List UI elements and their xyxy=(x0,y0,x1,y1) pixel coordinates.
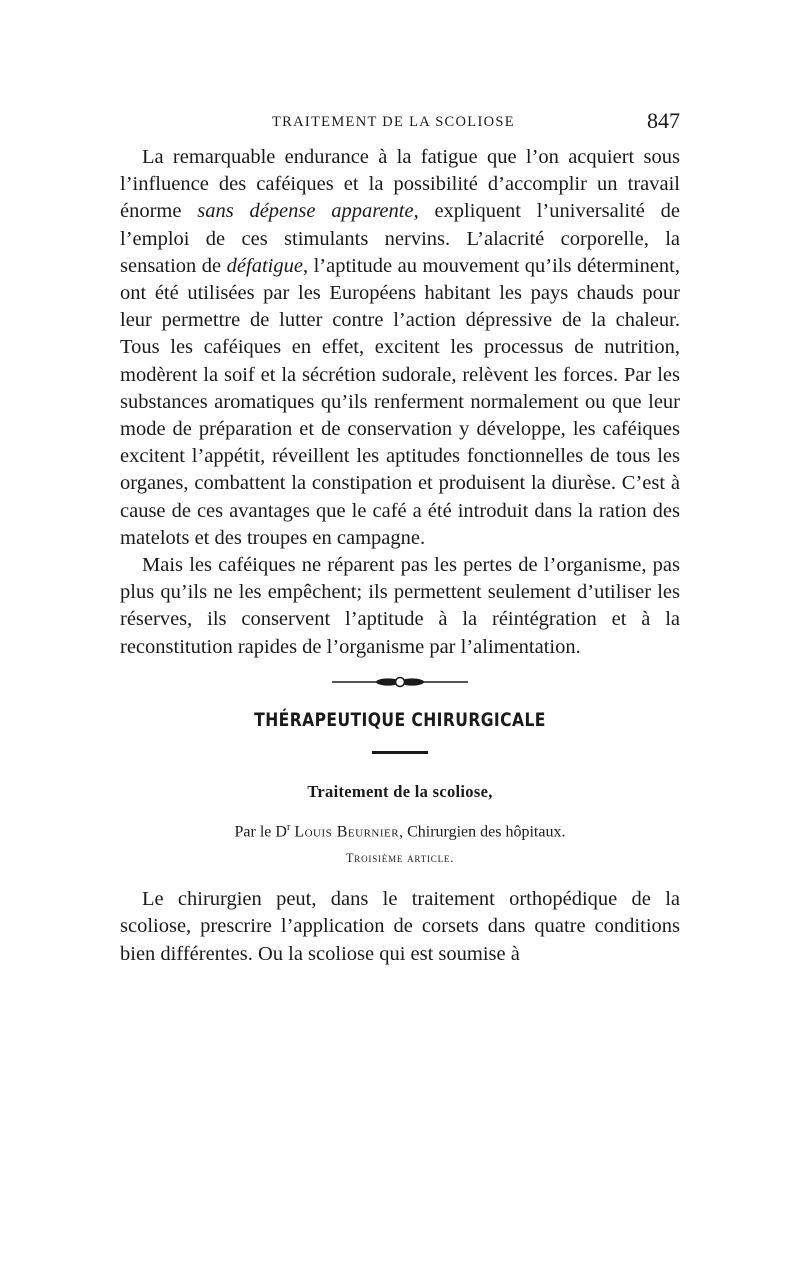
page-number: 847 xyxy=(647,108,680,133)
byline-prefix: Par le D xyxy=(234,823,287,841)
article-title: Traitement de la scoliose, xyxy=(307,781,493,801)
paragraph-cafeiques-endurance xyxy=(120,144,680,552)
running-head xyxy=(120,108,680,144)
byline-suffix: , Chirurgien des hôpitaux. xyxy=(399,823,566,841)
running-title: TRAITEMENT DE LA SCOLIOSE xyxy=(272,114,515,130)
byline xyxy=(120,822,680,841)
para1-text-b: , expliquent l’universalité de l’emploi de ces stimulants nervins. L’alacrité corporelle, la sensation de xyxy=(120,200,680,277)
byline-superscript: r xyxy=(286,821,291,833)
article-label: Troisième article. xyxy=(345,851,455,866)
paragraph-cafeiques-reserves: Mais les caféiques ne réparent pas les pertes de l’organisme, pas plus qu’ils ne les empêchent; ils permettent seulement d’utiliser les réserves, ils conservent l’aptitude à la réintégration et à la reconstitution rapides de l’organisme par l’alimentation. xyxy=(120,554,680,658)
para1-text-a: La remarquable endurance à la fatigue que l’on acquiert sous l’influence des caféiques et la possibilité d’accomplir un travail énorme xyxy=(120,146,680,223)
para1-text-c: , l’aptitude au mouvement qu’ils déterminent, ont été utilisées par les Européens habitant les pays chauds pour leur permettre de lutter contre l’action dépressive de la chaleur. Tous les caféiques en effet, excitent les processus de nutrition, modèrent la soif et la sécrétion sudorale, relèvent les forces. Par les substances aromatiques qu’ils renferment normalement ou que leur mode de préparation et de conservation y développe, les caféiques excitent l’appétit, réveillent les aptitudes fonctionnelles de tous les organes, combattent la constipation et produisent la diurèse. C’est à cause de ces avantages que le café a été introduit dans la ration des matelots et des troupes en campagne. xyxy=(120,254,680,549)
para1-italic-sans-depense: sans dépense apparente xyxy=(197,200,414,223)
paragraph-scoliose-corsets: Le chirurgien peut, dans le traitement orthopédique de la scoliose, prescrire l’application de corsets dans quatre conditions bien différentes. Ou la scoliose qui est soumise à xyxy=(120,888,680,965)
section-rule xyxy=(372,751,428,754)
section-title: THÉRAPEUTIQUE CHIRURGICALE xyxy=(254,708,546,731)
book-page xyxy=(120,108,680,968)
byline-author: Louis Beurnier xyxy=(294,823,400,841)
para1-italic-defatigue: défatigue xyxy=(226,254,303,277)
ornament-divider xyxy=(330,675,470,689)
